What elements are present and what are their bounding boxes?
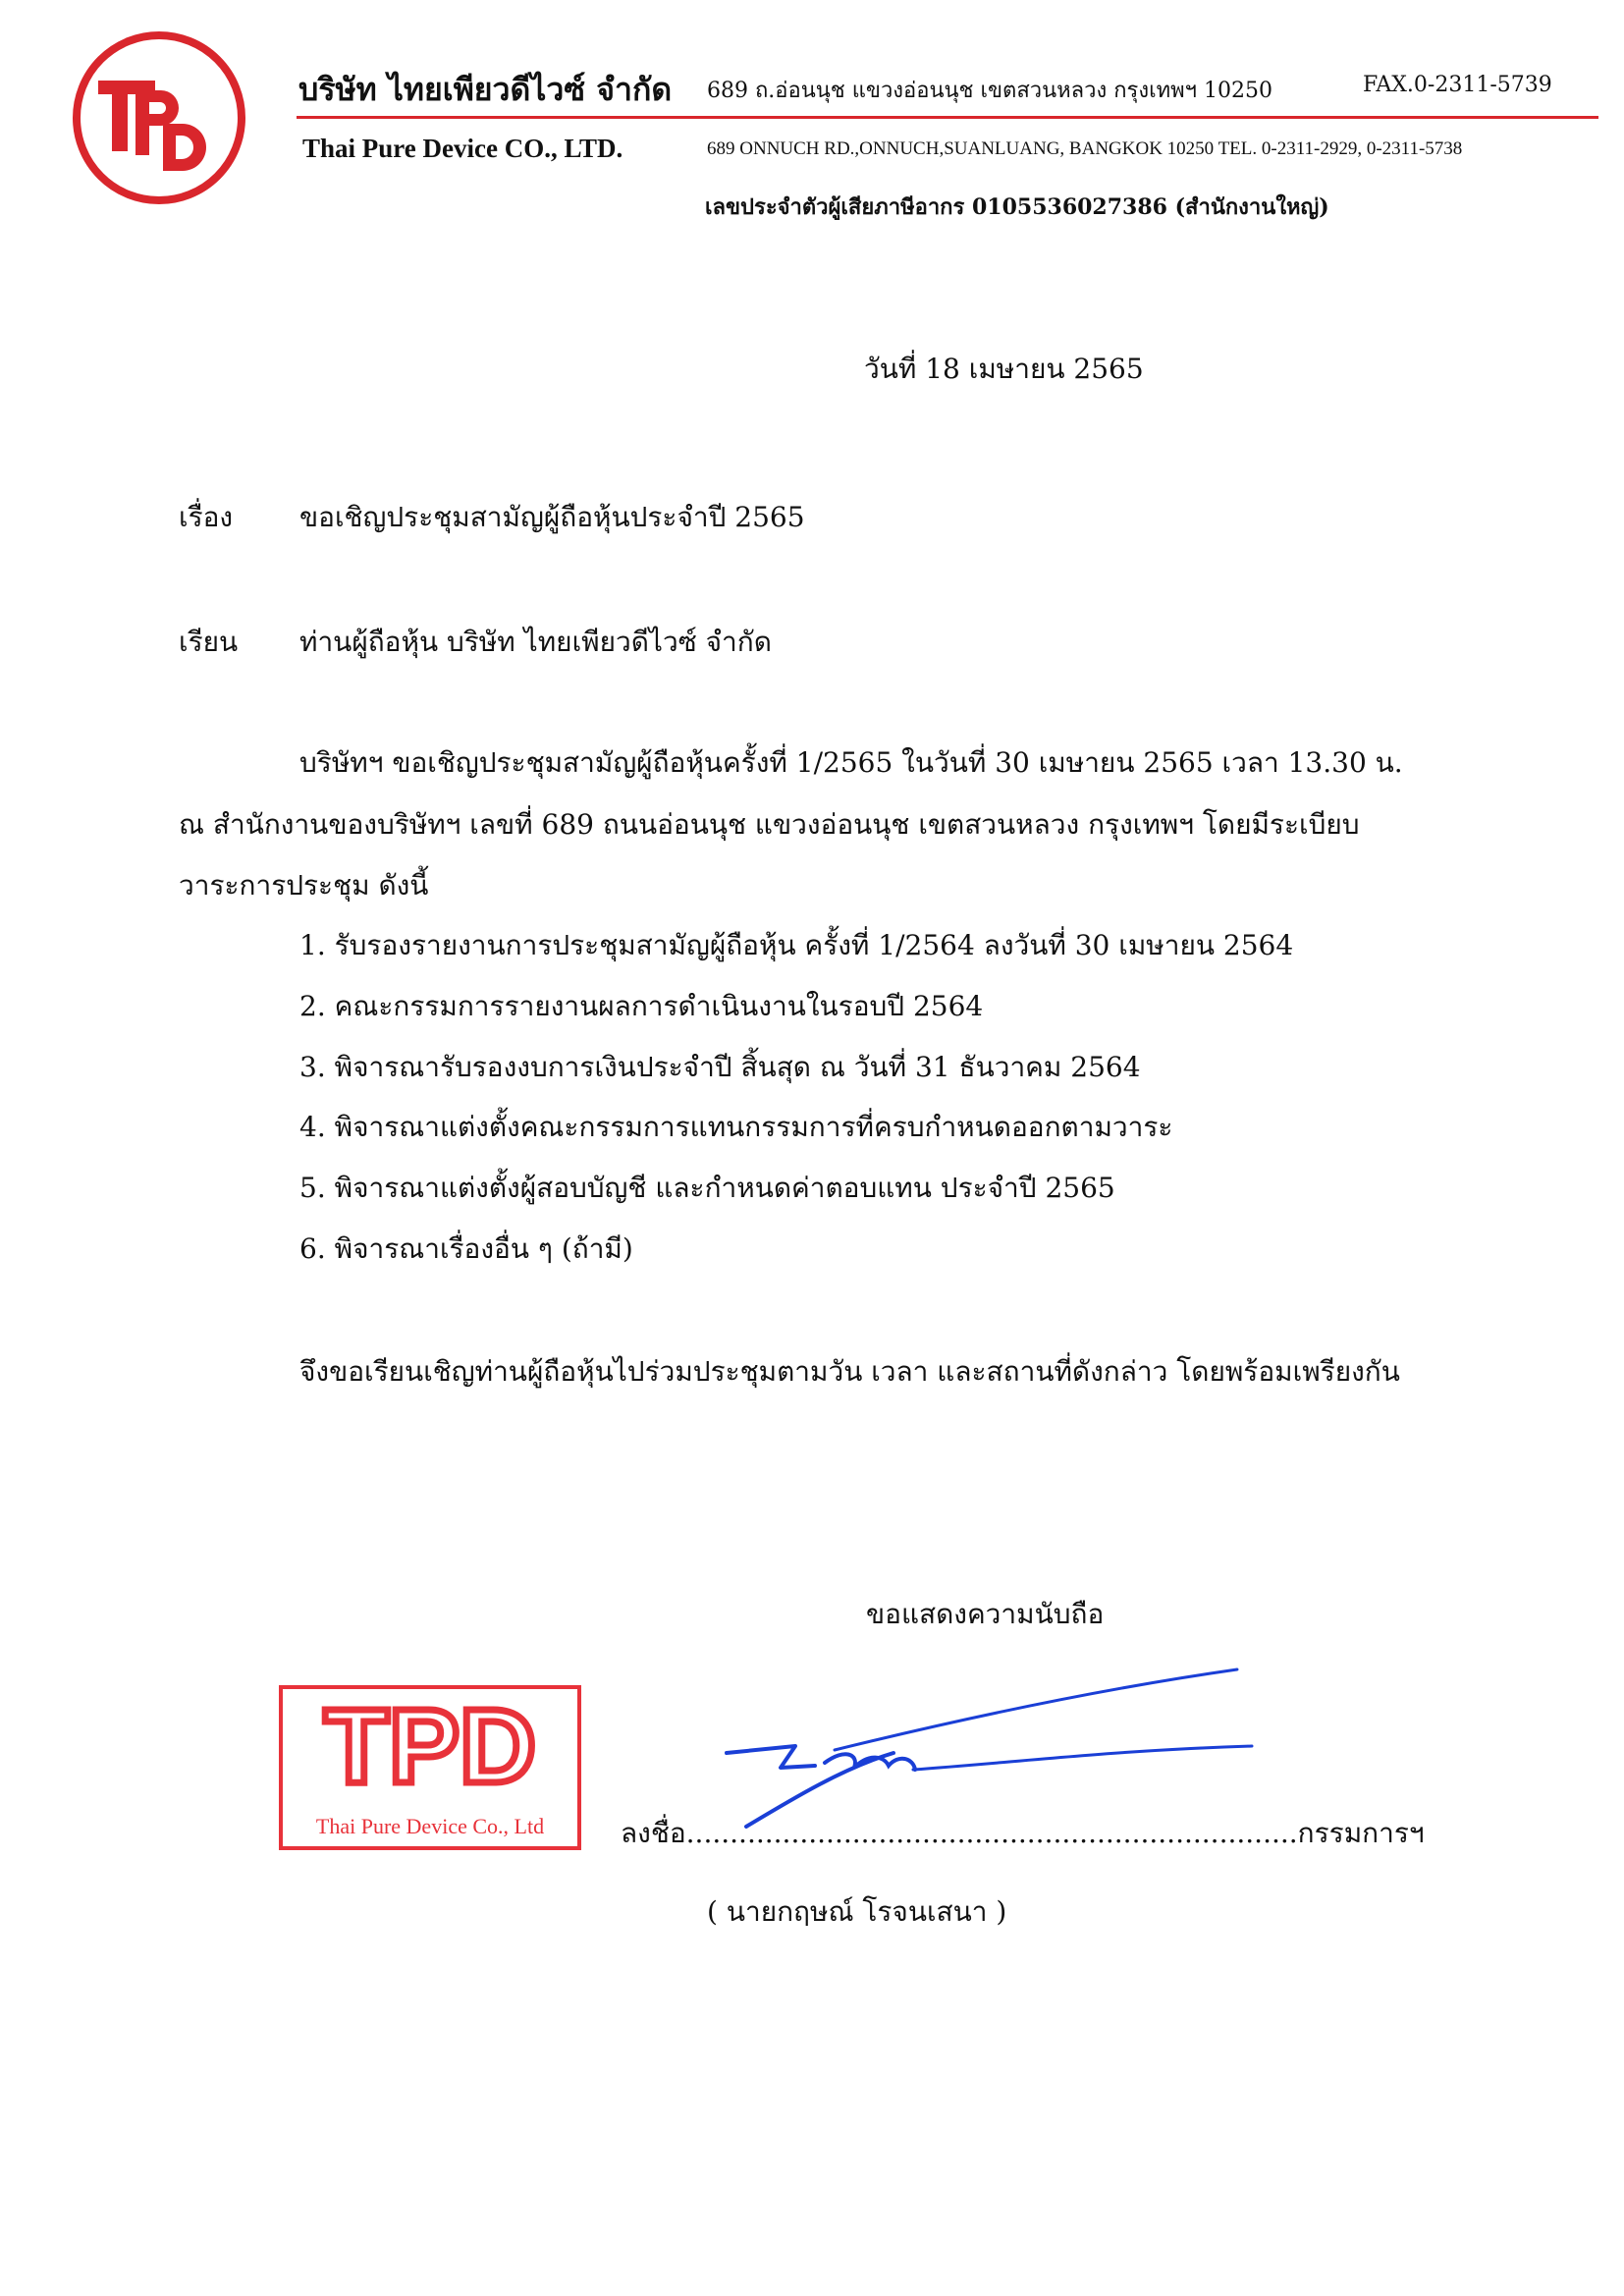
paragraph-line: บริษัทฯ ขอเชิญประชุมสามัญผู้ถือหุ้นครั้งที่ 1/2565 ในวันที่ 30 เมษายน 2565 เวลา 13.30 น. [299,746,1403,779]
subject-label: เรื่อง [179,501,234,533]
letter-date: วันที่ 18 เมษายน 2565 [864,353,1144,385]
tax-id: เลขประจำตัวผู้เสียภาษีอากร 0105536027386 (สำนักงานใหญ่) [705,194,1329,220]
company-name-english: Thai Pure Device CO., LTD. [302,134,623,163]
stamp-company-text: Thai Pure Device Co., Ltd [315,1814,545,1838]
agenda-item: 4. พิจารณาแต่งตั้งคณะกรรมการแทนกรรมการที่ครบกำหนดออกตามวาระ [299,1111,1173,1143]
header-divider [297,116,1598,119]
agenda-item: 5. พิจารณาแต่งตั้งผู้สอบบัญชี และกำหนดค่าตอบแทน ประจำปี 2565 [299,1172,1115,1204]
company-name-thai: บริษัท ไทยเพียวดีไวซ์ จำกัด [298,71,673,108]
paragraph-line: ณ สำนักงานของบริษัทฯ เลขที่ 689 ถนนอ่อนนุช แขวงอ่อนนุช เขตสวนหลวง กรุงเทพฯ โดยมีระเบียบ [179,808,1360,841]
agenda-item: 6. พิจารณาเรื่องอื่น ๆ (ถ้ามี) [299,1232,633,1265]
agenda-item: 3. พิจารณารับรองงบการเงินประจำปี สิ้นสุด ณ วันที่ 31 ธันวาคม 2564 [299,1051,1141,1083]
company-address-english: 689 ONNUCH RD.,ONNUCH,SUANLUANG, BANGKOK 10250 TEL. 0-2311-2929, 0-2311-5738 [707,138,1463,159]
recipient-text: ท่านผู้ถือหุ้น บริษัท ไทยเพียวดีไวซ์ จำกัด [299,626,772,658]
company-address-thai: 689 ถ.อ่อนนุช แขวงอ่อนนุช เขตสวนหลวง กรุงเทพฯ 10250 [707,79,1272,103]
regards-text: ขอแสดงความนับถือ [866,1598,1105,1630]
company-fax: FAX.0-2311-5739 [1363,73,1552,97]
company-logo-icon [71,29,247,206]
paragraph-line: วาระการประชุม ดังนี้ [179,869,429,902]
company-stamp [278,1684,582,1851]
recipient-label: เรียน [179,626,239,658]
signature-line: ลงชื่อ......................................................................กรรมการฯ [621,1817,1425,1849]
closing-paragraph: จึงขอเรียนเชิญท่านผู้ถือหุ้นไปร่วมประชุมตามวัน เวลา และสถานที่ดังกล่าว โดยพร้อมเพรียงกัน [299,1355,1400,1388]
agenda-item: 1. รับรองรายงานการประชุมสามัญผู้ถือหุ้น ครั้งที่ 1/2564 ลงวันที่ 30 เมษายน 2564 [299,929,1294,961]
signer-name: ( นายกฤษณ์ โรจนเสนา ) [707,1895,1007,1928]
stamp-logo-text: TPD [324,1686,536,1805]
agenda-item: 2. คณะกรรมการรายงานผลการดำเนินงานในรอบปี 2564 [299,990,984,1022]
subject-text: ขอเชิญประชุมสามัญผู้ถือหุ้นประจำปี 2565 [299,501,805,533]
signature [687,1660,1267,1836]
